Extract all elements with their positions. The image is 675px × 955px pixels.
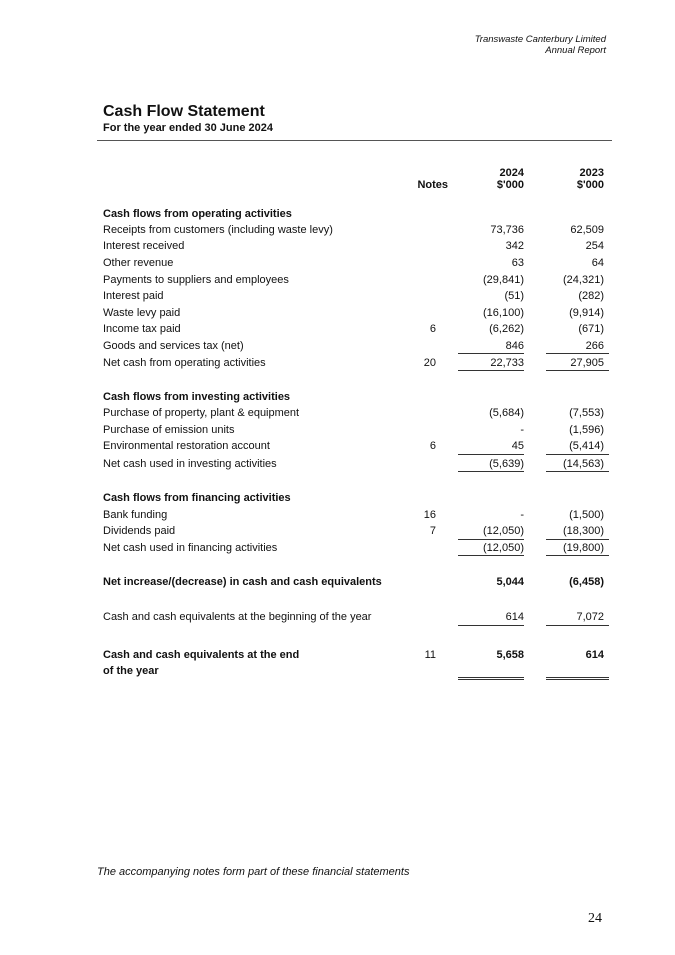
table-row: Payments to suppliers and employees (29,841) (24,321) xyxy=(103,274,604,286)
page-number: 24 xyxy=(588,911,602,926)
col-notes-header: Notes xyxy=(417,179,448,191)
double-total-rule xyxy=(546,677,609,680)
financing-total-row: Net cash used in financing activities (12,050) (19,800) xyxy=(103,542,604,554)
closing-balance-row: Cash and cash equivalents at the end 11 5,658 614 xyxy=(103,649,604,661)
table-row: Interest paid (51) (282) xyxy=(103,290,604,302)
net-change-row: Net increase/(decrease) in cash and cash equivalents 5,044 (6,458) xyxy=(103,576,604,588)
total-rule xyxy=(546,555,609,556)
col-2023-year: 2023 xyxy=(579,167,604,179)
table-row: Income tax paid 6 (6,262) (671) xyxy=(103,323,604,335)
table-row: Other revenue 63 64 xyxy=(103,257,604,269)
footer-note: The accompanying notes form part of these financial statements xyxy=(97,866,410,878)
subtotal-rule xyxy=(458,454,524,455)
table-row: Receipts from customers (including waste levy) 73,736 62,509 xyxy=(103,224,604,236)
table-row: Dividends paid 7 (12,050) (18,300) xyxy=(103,525,604,537)
table-row: Waste levy paid (16,100) (9,914) xyxy=(103,307,604,319)
title-divider xyxy=(97,140,612,141)
opening-balance-row: Cash and cash equivalents at the beginning of the year 614 7,072 xyxy=(103,611,604,623)
col-2024-year: 2024 xyxy=(499,167,524,179)
page-subtitle: For the year ended 30 June 2024 xyxy=(103,122,273,134)
financing-heading-row xyxy=(0,490,675,506)
investing-total-row: Net cash used in investing activities (5,639) (14,563) xyxy=(103,458,604,470)
subtotal-rule xyxy=(458,353,524,354)
closing-balance-row-line2: of the year xyxy=(103,665,159,677)
header-report: Annual Report xyxy=(545,45,606,56)
operating-heading: Cash flows from operating activities xyxy=(103,208,292,220)
total-rule xyxy=(546,471,609,472)
col-2023-unit: $'000 xyxy=(576,179,604,191)
subtotal-rule xyxy=(546,353,609,354)
total-rule xyxy=(458,471,524,472)
page-title: Cash Flow Statement xyxy=(103,103,265,120)
financing-heading: Cash flows from financing activities xyxy=(103,492,291,504)
header-company: Transwaste Canterbury Limited xyxy=(474,34,606,45)
subtotal-rule xyxy=(546,454,609,455)
table-row: Environmental restoration account 6 45 (5,414) xyxy=(103,440,604,452)
total-rule xyxy=(458,370,524,371)
total-rule xyxy=(458,555,524,556)
investing-heading: Cash flows from investing activities xyxy=(103,391,291,403)
table-row: Purchase of property, plant & equipment (5,684) (7,553) xyxy=(103,407,604,419)
total-rule xyxy=(546,625,609,626)
table-row: Goods and services tax (net) 846 266 xyxy=(103,340,604,352)
total-rule xyxy=(458,625,524,626)
investing-heading-row xyxy=(0,389,675,405)
double-total-rule xyxy=(458,677,524,680)
operating-heading-row xyxy=(0,206,675,222)
col-2024-unit: $'000 xyxy=(496,179,524,191)
table-row: Interest received 342 254 xyxy=(103,240,604,252)
operating-total-row: Net cash from operating activities 20 22,733 27,905 xyxy=(103,357,604,369)
table-row: Purchase of emission units - (1,596) xyxy=(103,424,604,436)
total-rule xyxy=(546,370,609,371)
table-row: Bank funding 16 - (1,500) xyxy=(103,509,604,521)
